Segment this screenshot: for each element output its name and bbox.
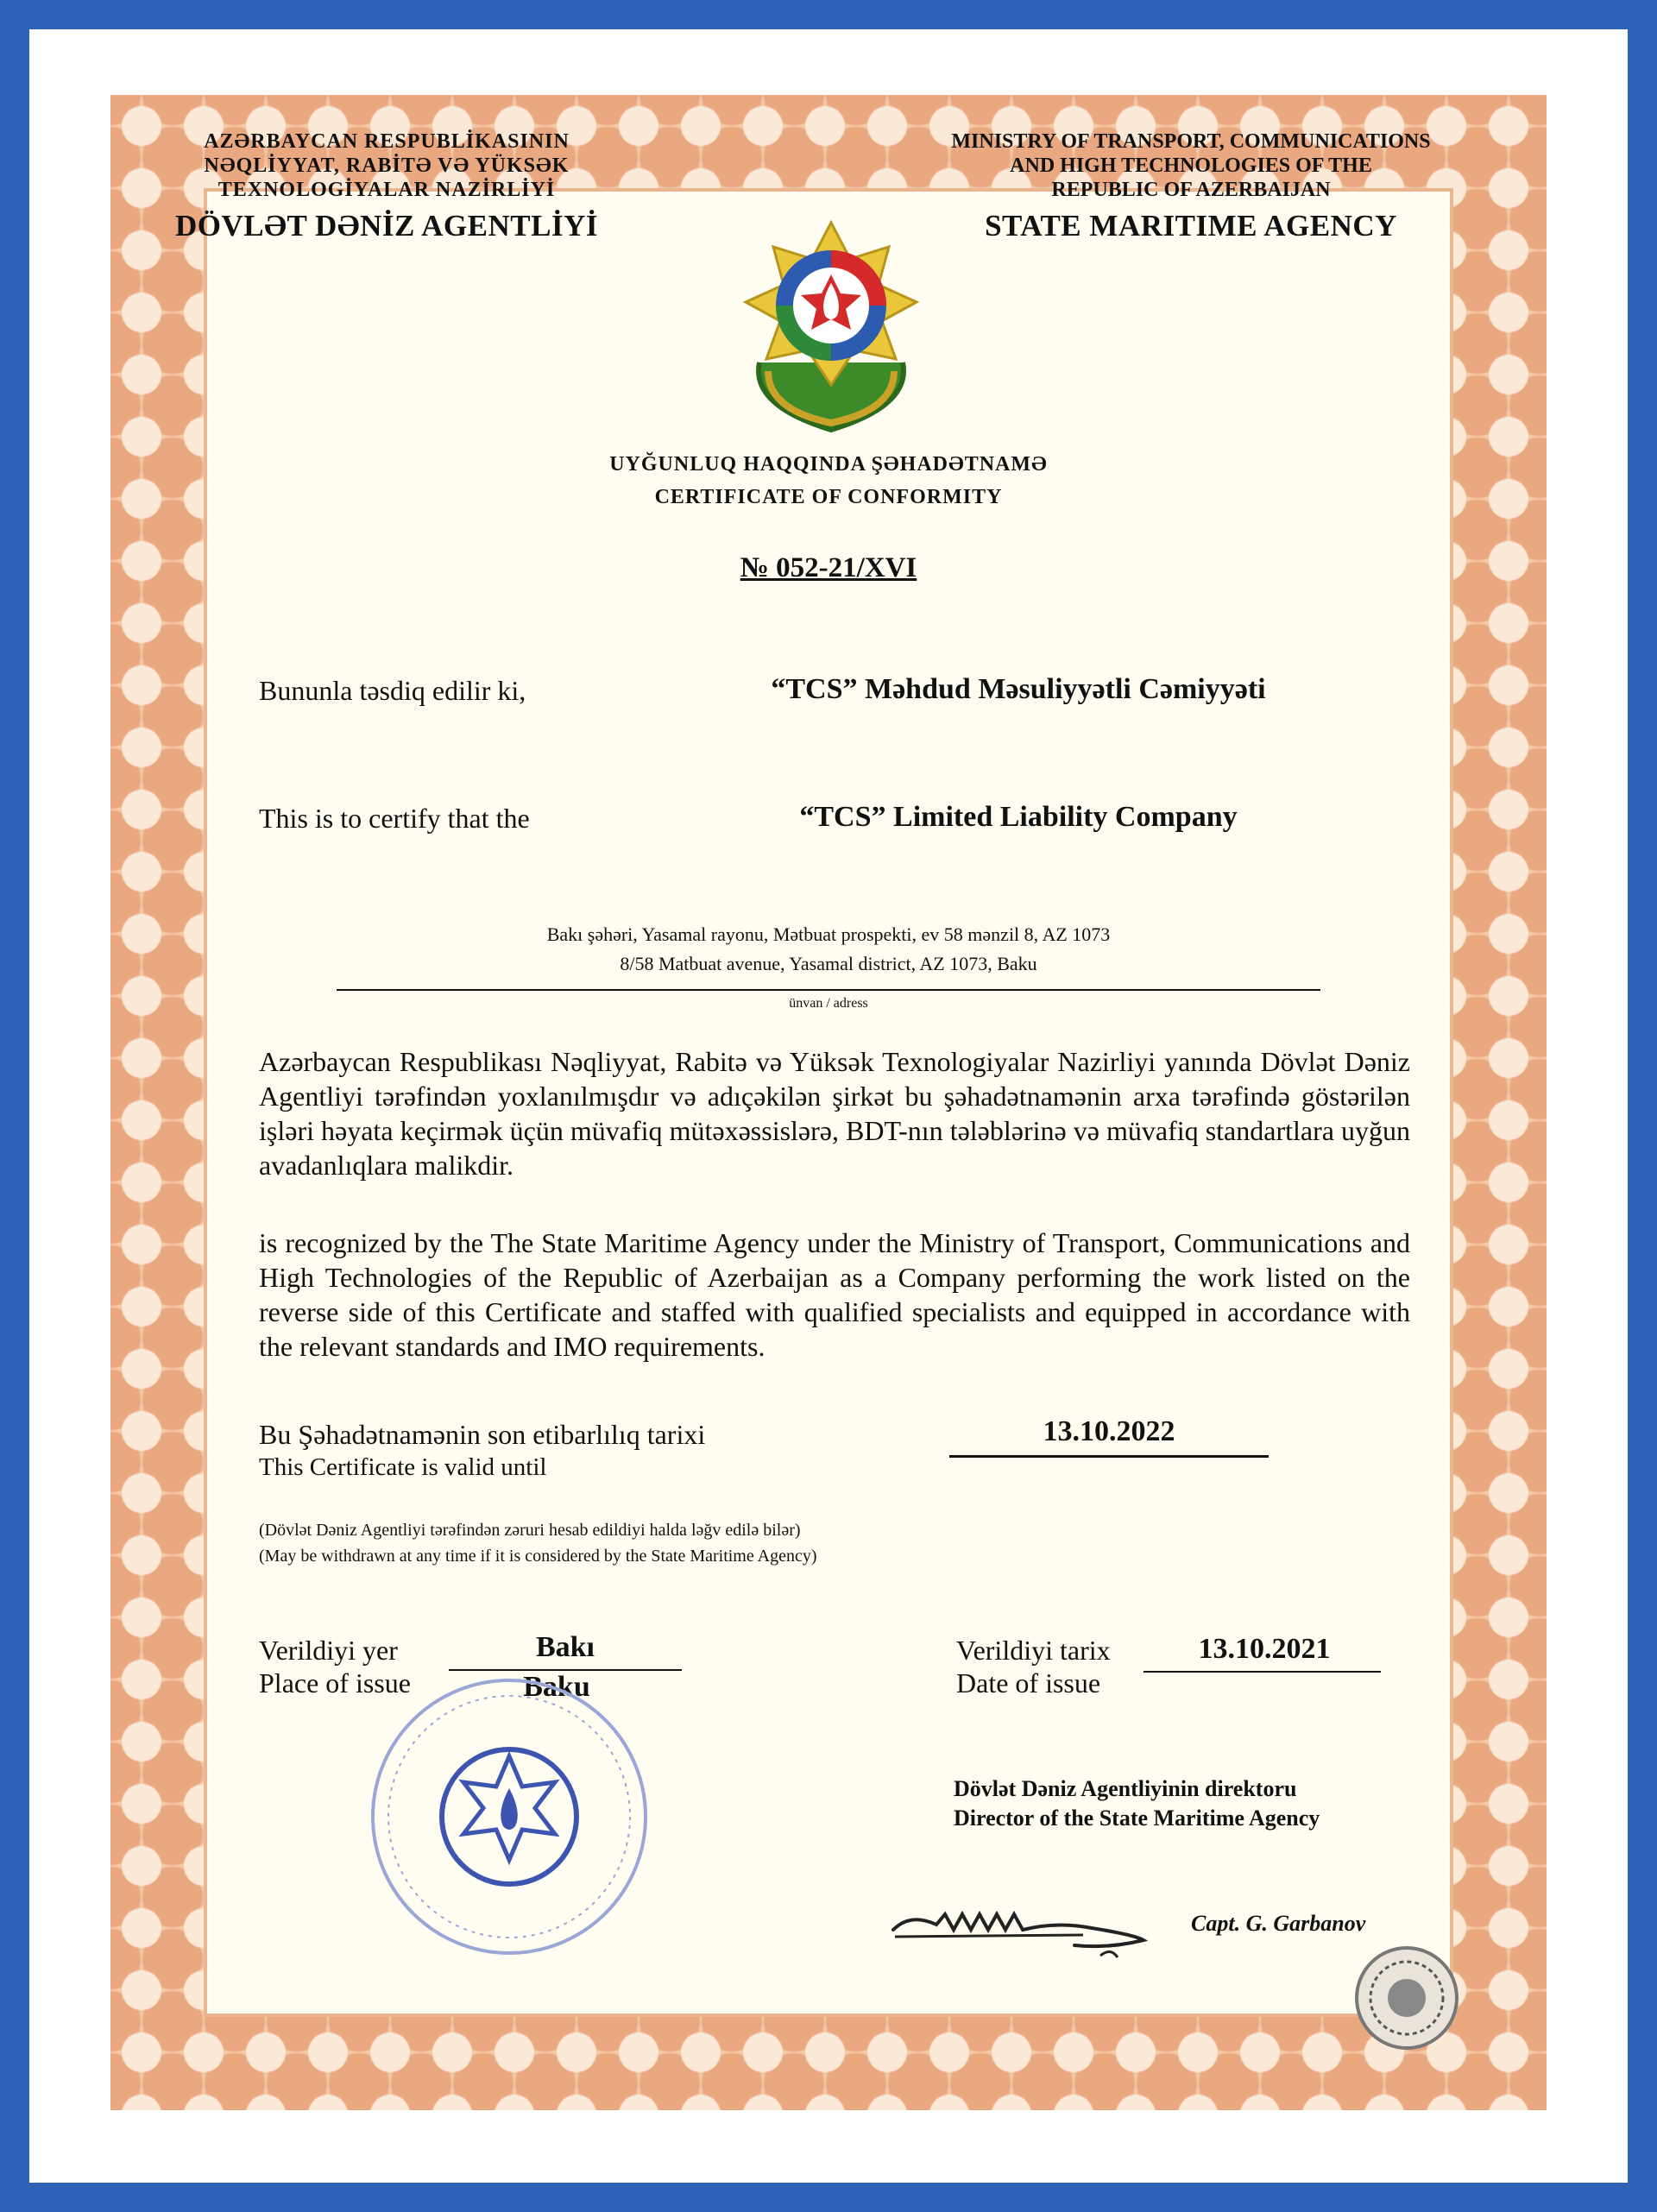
validity-label-az: Bu Şəhadətnamənin son etibarlılıq tarixi (259, 1419, 706, 1450)
header-left-line1: AZƏRBAYCAN RESPUBLİKASININ (204, 130, 570, 153)
title-az: UYĞUNLUQ HAQQINDA ŞƏHADƏTNAMƏ (609, 453, 1048, 476)
certify-label-en: This is to certify that the (259, 803, 530, 834)
company-name-en: “TCS” Limited Liability Company (799, 801, 1238, 833)
date-label-az: Verildiyi tarix (956, 1635, 1111, 1666)
director-name: Capt. G. Garbanov (1191, 1911, 1366, 1936)
date-label-en: Date of issue (956, 1667, 1101, 1698)
director-title-az: Dövlət Dəniz Agentliyinin direktoru (954, 1776, 1297, 1801)
address-underline (337, 989, 1320, 991)
withdrawal-note-az: (Dövlət Dəniz Agentliyi tərəfindən zəruri hesab edildiyi halda ləğv edilə bilər) (259, 1521, 801, 1540)
official-stamp-icon (367, 1674, 652, 1959)
company-name-az: “TCS” Məhdud Məsuliyyətli Cəmiyyəti (771, 673, 1266, 705)
withdrawal-note-en: (May be withdrawn at any time if it is considered by the State Maritime Agency) (259, 1547, 817, 1566)
validity-label-en: This Certificate is valid until (259, 1453, 547, 1481)
header-right-agency: STATE MARITIME AGENCY (985, 209, 1397, 243)
header-right-line2: AND HIGH TECHNOLOGIES OF THE (1010, 154, 1372, 177)
header-left (145, 129, 628, 250)
title-en: CERTIFICATE OF CONFORMITY (654, 486, 1003, 508)
validity-date-underline (949, 1455, 1269, 1458)
address-az: Bakı şəhəri, Yasamal rayonu, Mətbuat prospekti, ev 58 mənzil 8, AZ 1073 (546, 923, 1111, 945)
director-title-en: Director of the State Maritime Agency (954, 1806, 1320, 1831)
body-text-az: Azərbaycan Respublikası Nəqliyyat, Rabitə və Yüksək Texnologiyalar Nazirliyi yanında Dövlət Dəniz Agentliyi tərəfindən yoxlanılmışdır və adıçəkilən şirkət bu şəhadətnamənin arxa tərəfində göstərilən işləri həyata keçirmək üçün müvafiq mütəxəssislərə, BDT-nın tələblərinə və müvafiq standartlara uyğun avadanlıqlara malikdir. (259, 1046, 1410, 1181)
header-left-agency: DÖVLƏT DƏNİZ AGENTLİYİ (175, 209, 598, 243)
certify-label-az: Bununla təsdiq edilir ki, (259, 675, 526, 706)
place-of-issue-en: Baku (523, 1671, 590, 1703)
date-underline (1144, 1671, 1381, 1673)
header-left-line3: TEXNOLOGİYALAR NAZİRLİYİ (217, 179, 556, 201)
place-of-issue-az: Bakı (535, 1631, 595, 1663)
body-text-en: is recognized by the The State Maritime Agency under the Ministry of Transport, Communications and High Technologies of the Republic of Azerbaijan as a Company performing the work listed on the reverse side of this Certificate and staffed with qualified specialists and equipped in accordance with the relevant standards and IMO requirements. (259, 1227, 1410, 1362)
header-left-line2: NƏQLİYYAT, RABİTƏ VƏ YÜKSƏK (204, 154, 570, 177)
place-label-en: Place of issue (259, 1667, 411, 1698)
address-caption: ünvan / adress (789, 996, 868, 1011)
director-signature-icon (885, 1895, 1161, 1964)
header-right-line1: MINISTRY OF TRANSPORT, COMMUNICATIONS (951, 130, 1431, 153)
corner-seal-icon (1351, 1942, 1463, 2054)
azerbaijan-emblem-icon (734, 216, 929, 433)
address-en: 8/58 Matbuat avenue, Yasamal district, AZ 1073, Baku (620, 953, 1037, 974)
certificate-number: № 052-21/XVI (740, 552, 917, 583)
place-label-az: Verildiyi yer (259, 1635, 398, 1666)
validity-date: 13.10.2022 (1043, 1415, 1175, 1447)
header-right (923, 129, 1459, 250)
date-of-issue: 13.10.2021 (1198, 1633, 1331, 1665)
header-right-line3: REPUBLIC OF AZERBAIJAN (1051, 179, 1331, 201)
